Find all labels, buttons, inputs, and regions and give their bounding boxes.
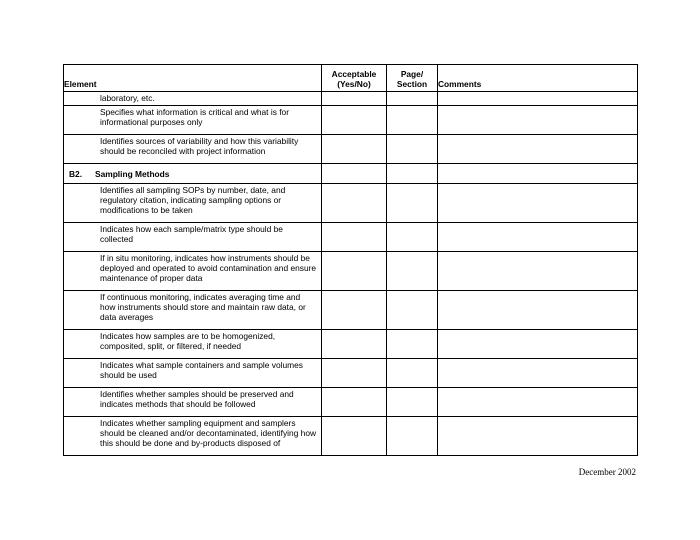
acceptable-cell[interactable] [322,252,387,291]
comments-cell[interactable] [438,252,638,291]
acceptable-cell[interactable] [322,223,387,252]
acceptable-cell[interactable] [322,135,387,164]
page-section-cell[interactable] [387,223,438,252]
comments-cell[interactable] [438,184,638,223]
element-cell [64,359,322,388]
table-row [64,92,638,106]
table-row [64,184,638,223]
comments-cell[interactable] [438,291,638,330]
header-page-section: Page/ Section [387,65,438,92]
table-header-row [64,65,638,92]
page-section-cell[interactable] [387,388,438,417]
element-text: Indicates whether sampling equipment and samplers should be cleaned and/or decontaminated, identifying how this should be done and by-products disposed of [100,418,317,448]
section-title: Sampling Methods [95,168,170,179]
section-number: B2. [69,168,83,179]
acceptable-cell[interactable] [322,184,387,223]
acceptable-cell[interactable] [322,417,387,456]
checklist-body [64,92,638,456]
element-text: If in situ monitoring, indicates how instruments should be deployed and operated to avoid contamination and ensure maintenance of proper data [100,253,317,283]
comments-cell[interactable] [438,417,638,456]
element-cell [64,252,322,291]
element-text: Specifies what information is critical and what is for informational purposes only [100,107,289,127]
header-acceptable: Acceptable (Yes/No) [322,65,387,92]
page-section-cell[interactable] [387,135,438,164]
table-row [64,291,638,330]
comments-cell[interactable] [438,388,638,417]
element-cell [64,388,322,417]
page-section-cell[interactable] [387,291,438,330]
section-row [64,164,638,184]
element-cell [64,92,322,106]
element-cell [64,417,322,456]
element-cell [64,184,322,223]
acceptable-cell[interactable] [322,359,387,388]
page-section-cell[interactable] [387,106,438,135]
page-section-cell[interactable] [387,184,438,223]
qapp-checklist-table [63,64,638,456]
acceptable-cell[interactable] [322,106,387,135]
page-section-cell[interactable] [387,252,438,291]
comments-cell[interactable] [438,106,638,135]
element-cell [64,291,322,330]
page-section-cell[interactable] [387,92,438,106]
page-section-cell[interactable] [387,164,438,184]
comments-cell[interactable] [438,223,638,252]
comments-cell[interactable] [438,359,638,388]
table-row [64,135,638,164]
comments-cell[interactable] [438,330,638,359]
page-section-cell[interactable] [387,330,438,359]
comments-cell[interactable] [438,164,638,184]
table-row [64,330,638,359]
element-text: Indicates how each sample/matrix type should be collected [100,224,283,244]
acceptable-cell[interactable] [322,330,387,359]
acceptable-cell[interactable] [322,164,387,184]
element-text: laboratory, etc. [100,93,155,103]
element-text: Identifies sources of variability and how this variability should be reconciled with project information [100,136,299,156]
element-text: Indicates what sample containers and sample volumes should be used [100,360,303,380]
element-cell [64,135,322,164]
comments-cell[interactable] [438,135,638,164]
element-cell [64,223,322,252]
table-row [64,252,638,291]
table-row [64,388,638,417]
acceptable-cell[interactable] [322,291,387,330]
acceptable-cell[interactable] [322,92,387,106]
element-cell [64,330,322,359]
element-cell [64,106,322,135]
page-section-cell[interactable] [387,417,438,456]
element-text: If continuous monitoring, indicates averaging time and how instruments should store and maintain raw data, or data averages [100,292,306,322]
table-row [64,417,638,456]
page-section-cell[interactable] [387,359,438,388]
header-comments: Comments [438,65,638,92]
header-element: Element [64,65,322,92]
element-text: Identifies all sampling SOPs by number, date, and regulatory citation, indicating sampling options or modifications to be taken [100,185,286,215]
acceptable-cell[interactable] [322,388,387,417]
table-row [64,223,638,252]
element-text: Indicates how samples are to be homogenized, composited, split, or filtered, if needed [100,331,276,351]
table-row [64,106,638,135]
section-heading-cell [64,164,322,184]
element-text: Identifies whether samples should be preserved and indicates methods that should be followed [100,389,294,409]
comments-cell[interactable] [438,92,638,106]
table-row [64,359,638,388]
footer-date: December 2002 [578,467,636,477]
